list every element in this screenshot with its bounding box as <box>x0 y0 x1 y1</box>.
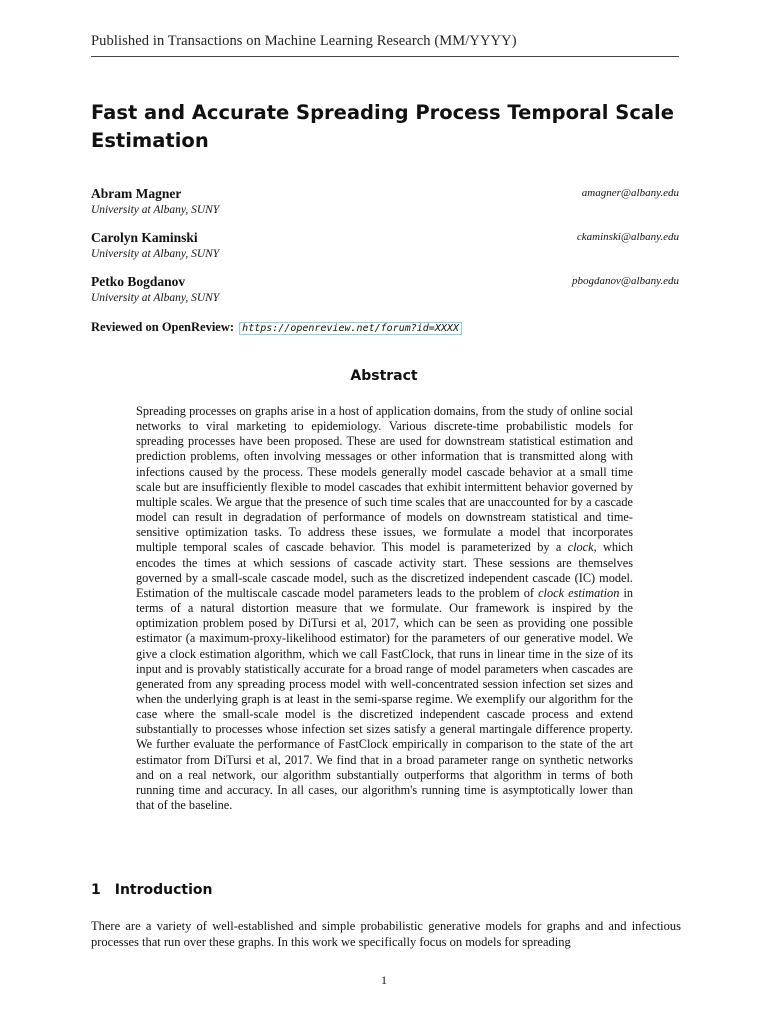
section-number: 1 <box>91 882 101 898</box>
abstract-text-3: in terms of a natural distortion measure that we formulate. Our framework is inspired by the optimization problem posed by DiTursi et al, 2017, which can be seen as providing one possible estimator (a maximum-proxy-likelihood estimator) for the parameters of our generative model. We give a clock estimation algorithm, which we call FastClock, that runs in linear time in the size of its input and is provably statistically accurate for a broad range of model parameters when cascades are generated from any spreading process model with well-concentrated session infection set sizes and when the underlying graph is at least in the semi-sparse regime. We exemplify our algorithm for the case where the small-scale model is the discretized independent cascade process and extend substantially to processes whose infection set sizes satisfy a general martingale difference property. We further evaluate the performance of FastClock empirically in comparison to the state of the art estimator from DiTursi et al, 2017. We find that in a broad parameter range on synthetic networks and on a real network, our algorithm substantially outperforms that algorithm in terms of both running time and accuracy. In all cases, our algorithm's running time is asymptotically lower than that of the baseline. <box>136 585 634 813</box>
author-affiliation: University at Albany, SUNY <box>91 292 220 304</box>
paper-title: Fast and Accurate Spreading Process Temporal Scale Estimation <box>91 101 674 152</box>
section-heading <box>91 882 213 898</box>
abstract-emphasis-clock: clock <box>567 540 594 555</box>
introduction-paragraph: There are a variety of well-established and simple probabilistic generative models for graphs and and infectious processes that run over these graphs. In this work we specifically focus on models for spreading <box>91 919 681 949</box>
author-block-1 <box>91 186 681 217</box>
author-block-3 <box>91 274 681 305</box>
abstract-body <box>136 404 633 813</box>
author-name: Carolyn Kaminski <box>91 230 198 245</box>
author-affiliation: University at Albany, SUNY <box>91 248 220 260</box>
abstract-text-1: Spreading processes on graphs arise in a host of application domains, from the study of online social networks to viral marketing to epidemiology. Various discrete-time probabilistic models for spreading processes have been proposed. These are used for downstream statistical estimation and prediction problems, often involving messages or other information that is transmitted along with infections caused by the process. These models generally model cascade behavior at a small time scale but are insufficiently flexible to model cascades that exhibit intermittent behavior governed by multiple scales. We argue that the presence of such time scales that are unaccounted for by a cascade model can result in degradation of performance of models on downstream statistical and time-sensitive optimization tasks. To address these issues, we formulate a model that incorporates multiple temporal scales of cascade behavior. This model is parameterized by a <box>136 404 633 555</box>
author-email[interactable]: amagner@albany.edu <box>581 187 679 199</box>
author-affiliation: University at Albany, SUNY <box>91 204 220 216</box>
author-email[interactable]: ckaminski@albany.edu <box>576 231 679 243</box>
abstract-heading: Abstract <box>350 368 418 384</box>
author-name: Petko Bogdanov <box>91 274 186 289</box>
review-label: Reviewed on OpenReview: <box>91 320 235 334</box>
page-number: 1 <box>381 973 387 987</box>
author-name: Abram Magner <box>91 186 182 201</box>
review-line <box>91 319 462 337</box>
abstract-text-2: , which encodes the times at which sessions of cascade activity start. These sessions are themselves governed by a small-scale cascade model, such as the discretized independent cascade (IC) model. Estimation of the multiscale cascade model parameters leads to the problem of <box>136 540 633 600</box>
section-title: Introduction <box>114 882 213 898</box>
abstract-emphasis-clock-estimation: clock estimation <box>538 585 620 600</box>
openreview-link[interactable]: https://openreview.net/forum?id=XXXX <box>239 322 462 335</box>
author-email[interactable]: pbogdanov@albany.edu <box>572 275 679 287</box>
author-block-2 <box>91 230 681 261</box>
running-header: Published in Transactions on Machine Learning Research (MM/YYYY) <box>91 33 679 57</box>
